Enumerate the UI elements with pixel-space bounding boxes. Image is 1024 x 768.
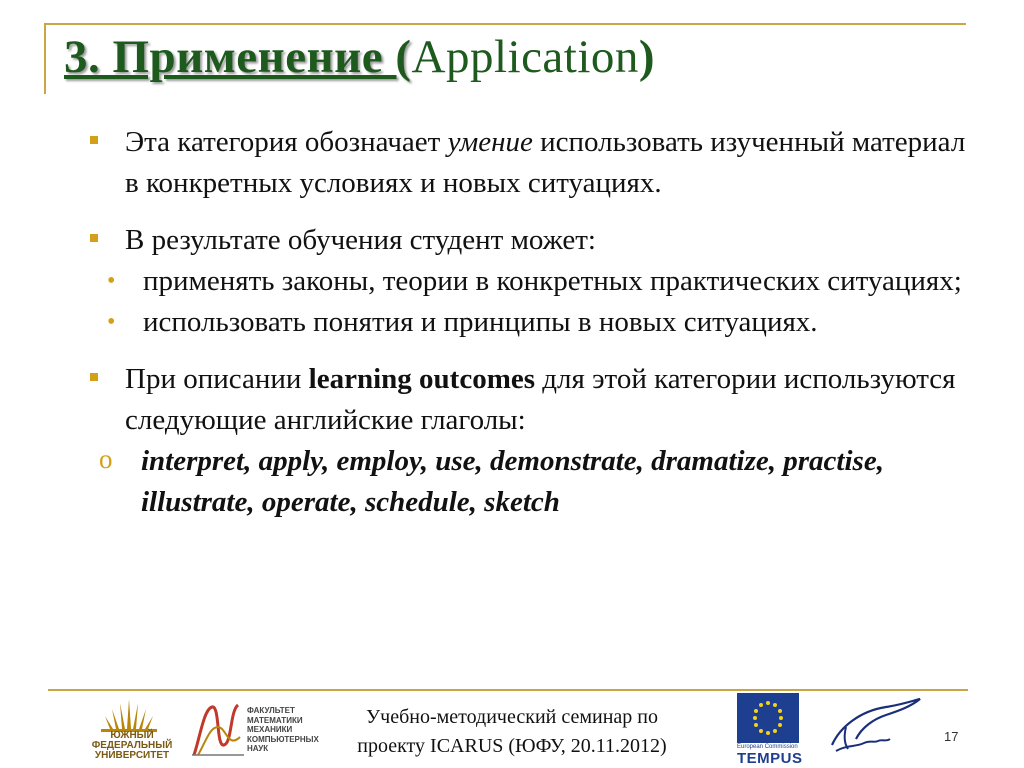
tempus-caption: European Commission [737,744,798,750]
page-number: 17 [944,729,959,744]
sub-bullet-text: использовать понятия и принципы в новых ситуациях. [143,306,818,338]
university-line: ФЕДЕРАЛЬНЫЙ [91,740,173,751]
dot-bullet-icon: • [107,309,116,335]
sub-bullet-2 [55,302,970,343]
bullet-text: для этой категории используются следующие английские глаголы: [125,363,956,436]
frame-left-rule [44,23,46,94]
dot-bullet-icon: • [107,268,116,294]
footer-rule [48,689,968,691]
faculty-line: МЕХАНИКИ [247,725,293,734]
bullet-verbs-intro [90,359,970,441]
bullet-text: В результате обучения студент может: [125,224,596,256]
sub-bullet-1 [55,261,970,302]
bullet-text: использовать изученный материал в конкретных условиях и новых ситуациях. [125,126,966,199]
university-line: ЮЖНЫЙ [110,730,154,741]
bullet-bold-term: learning outcomes [308,363,536,395]
circle-bullet-icon: o [99,444,113,474]
slide-content [90,122,970,523]
square-bullet-icon [90,136,98,144]
footer-caption-line: Учебно-методический семинар по [365,706,659,728]
footer-caption-line: проекту ICARUS (ЮФУ, 20.11.2012) [357,735,667,757]
faculty-line: КОМПЬЮТЕРНЫХ [247,734,319,744]
university-logo-text [82,731,182,761]
title-close-paren: ) [638,31,656,83]
bullet-italic-word: умение [447,126,533,158]
title-number-part: 3. Применение ( [64,31,412,83]
faculty-logo-text [247,706,319,754]
square-bullet-icon [90,373,98,381]
university-line: УНИВЕРСИТЕТ [94,750,170,761]
frame-top-rule [44,23,966,25]
faculty-logo-icon [190,697,246,759]
faculty-line: НАУК [247,744,269,753]
verbs-list [55,441,970,523]
faculty-line: ФАКУЛЬТЕТ [247,706,295,715]
eu-flag-icon [737,693,799,743]
university-logo-icon [96,695,162,733]
footer-caption [312,703,712,761]
slide-title [64,30,655,84]
icarus-logo-icon [826,697,924,757]
verbs-text: interpret, apply, employ, use, demonstrate, dramatize, practise, illustrate, operate, schedule, sketch [141,445,884,518]
bullet-definition [90,122,970,204]
bullet-text: При описании [125,363,309,395]
sub-bullet-text: применять законы, теории в конкретных практических ситуациях; [143,265,962,297]
title-english-part: Application [411,31,639,83]
tempus-name: TEMPUS [737,750,803,767]
bullet-outcomes [90,220,970,261]
faculty-line: МАТЕМАТИКИ [247,715,303,725]
square-bullet-icon [90,234,98,242]
bullet-text: Эта категория обозначает [125,126,448,158]
